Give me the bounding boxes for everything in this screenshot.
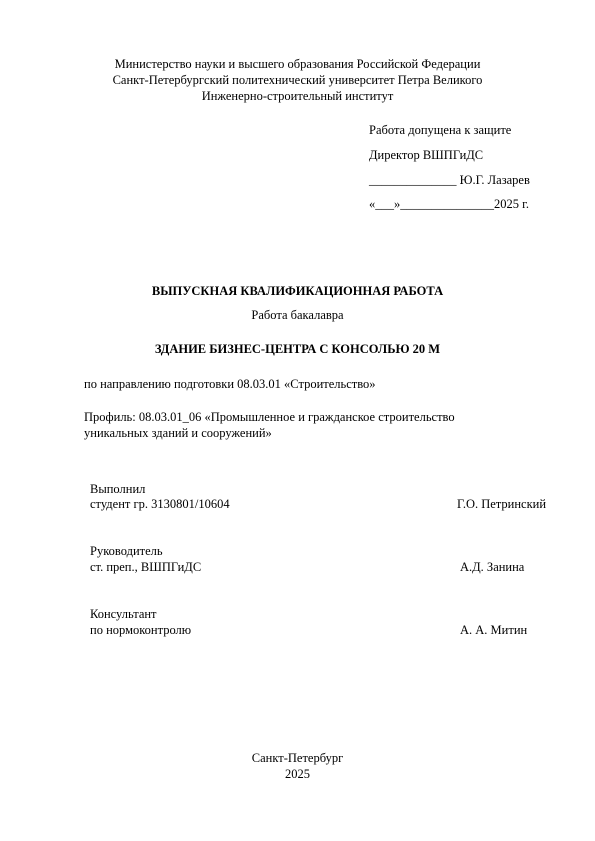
- signature-role: Выполнил: [90, 482, 146, 496]
- signature-name: А.Д. Занина: [460, 560, 525, 574]
- footer-city: Санкт-Петербург: [251, 751, 344, 765]
- work-type: Работа бакалавра: [251, 308, 344, 322]
- approval-admitted: Работа допущена к защите: [369, 123, 512, 137]
- work-heading: ВЫПУСКНАЯ КВАЛИФИКАЦИОННАЯ РАБОТА: [151, 284, 444, 298]
- signature-position: ст. преп., ВШПГиДС: [90, 560, 202, 574]
- approval-director: Директор ВШПГиДС: [369, 148, 484, 162]
- profile-line-1: Профиль: 08.03.01_06 «Промышленное и гражданское строительство: [84, 410, 455, 424]
- institute-line: Инженерно-строительный институт: [201, 89, 394, 103]
- signature-role: Консультант: [90, 607, 157, 621]
- signature-position: студент гр. 3130801/10604: [90, 497, 230, 511]
- study-direction: по направлению подготовки 08.03.01 «Строительство»: [84, 377, 376, 391]
- university-line: Санкт-Петербургский политехнический университет Петра Великого: [112, 73, 483, 87]
- signature-role: Руководитель: [90, 544, 163, 558]
- signature-name: Г.О. Петринский: [457, 497, 547, 511]
- signature-position: по нормоконтролю: [90, 623, 192, 637]
- approval-date-line: «___»_______________2025 г.: [369, 197, 529, 211]
- profile-line-2: уникальных зданий и сооружений»: [84, 426, 272, 440]
- work-topic: ЗДАНИЕ БИЗНЕС-ЦЕНТРА С КОНСОЛЬЮ 20 М: [154, 342, 441, 356]
- footer-year: 2025: [285, 767, 310, 781]
- signature-name: А. А. Митин: [460, 623, 528, 637]
- approval-signature-line: ______________ Ю.Г. Лазарев: [369, 173, 530, 187]
- ministry-line: Министерство науки и высшего образования Российской Федерации: [114, 57, 481, 71]
